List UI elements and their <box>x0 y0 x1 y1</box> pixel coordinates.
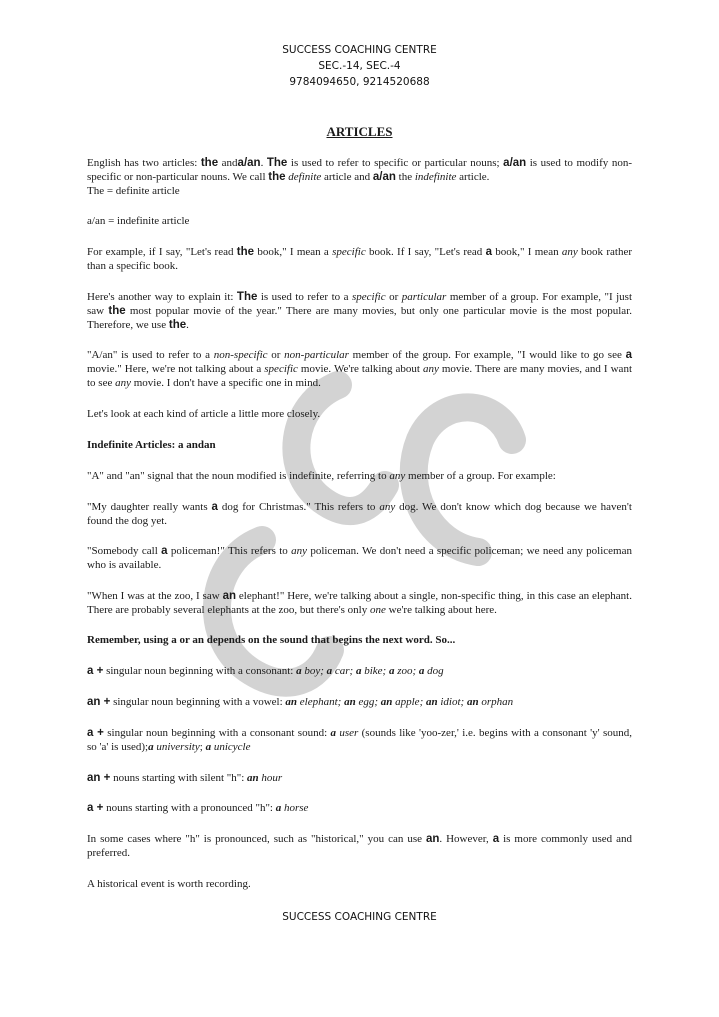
indefinite-article-line: a/an = indefinite article <box>87 215 190 227</box>
paragraph-explain-a-an: "A/an" is used to refer to a non-specific or non-particular member of the group. For example, "I would like to go see a movie." Here, we're not talking about a specific movie. We're talking about any movie. There are many movies, and I want to see any movie. I don't have a specific one in mind. <box>87 349 632 389</box>
section-heading-indefinite: Indefinite Articles: a andan <box>87 439 216 451</box>
paragraph-example-book: For example, if I say, "Let's read the book," I mean a specific book. If I say, "Let's read a book," I mean any book rather than a specific book. <box>87 246 633 272</box>
paragraph-closer-look: Let's look at each kind of article a little more closely. <box>87 408 321 420</box>
paragraph-historical: In some cases where "h" is pronounced, such as "historical," you can use an. However, a is more commonly used and preferred. <box>87 833 632 859</box>
rule-an-vowel: an + singular noun beginning with a vowel: an elephant; an egg; an apple; an idiot; an orphan <box>87 696 514 708</box>
paragraph-signal: "A" and "an" signal that the noun modified is indefinite, referring to any member of a group. For example: <box>87 470 556 482</box>
paragraph-remember: Remember, using a or an depends on the sound that begins the next word. So... <box>87 634 456 646</box>
definite-article-line: The = definite article <box>87 185 180 197</box>
paragraph-example-elephant: "When I was at the zoo, I saw an elephant!" Here, we're talking about a single, non-specific thing, in this case an elephant. There are probably several elephants at the zoo, but there's only one we're talking about here. <box>87 590 632 616</box>
header-phones: 9784094650, 9214520688 <box>289 76 430 88</box>
rule-a-consonant-sound: a + singular noun beginning with a consonant sound: a user (sounds like 'yoo-zer,' i.e. begins with a consonant 'y' sound, so 'a' is used);a university; a unicycle <box>87 727 633 753</box>
paragraph-explain-the: Here's another way to explain it: The is used to refer to a specific or particular member of a group. For example, "I just saw the most popular movie of the year." There are many movies, but only one particular movie is the most popular. Therefore, we use the. <box>87 291 633 331</box>
paragraph-example-policeman: "Somebody call a policeman!" This refers to any policeman. We don't need a specific policeman; we need any policeman who is available. <box>87 545 632 571</box>
page-title: ARTICLES <box>326 124 393 139</box>
rule-a-pronounced-h: a + nouns starting with a pronounced "h": a horse <box>87 802 309 814</box>
rule-a-consonant: a + singular noun beginning with a consonant: a boy; a car; a bike; a zoo; a dog <box>87 665 444 677</box>
header-org: SUCCESS COACHING CENTRE <box>282 44 437 56</box>
paragraph-historical-event: A historical event is worth recording. <box>87 878 251 890</box>
footer-org: SUCCESS COACHING CENTRE <box>282 911 437 923</box>
header-sectors: SEC.-14, SEC.-4 <box>318 60 401 72</box>
paragraph-example-dog: "My daughter really wants a dog for Christmas." This refers to any dog. We don't know which dog because we haven't found the dog yet. <box>87 501 632 527</box>
paragraph-intro: English has two articles: the anda/an. The is used to refer to specific or particular nouns; a/an is used to modify non-specific or non-particular nouns. We call the definite article and a/an the indefinite article. The = definite article <box>87 157 632 197</box>
rule-an-silent-h: an + nouns starting with silent "h": an hour <box>87 772 283 784</box>
